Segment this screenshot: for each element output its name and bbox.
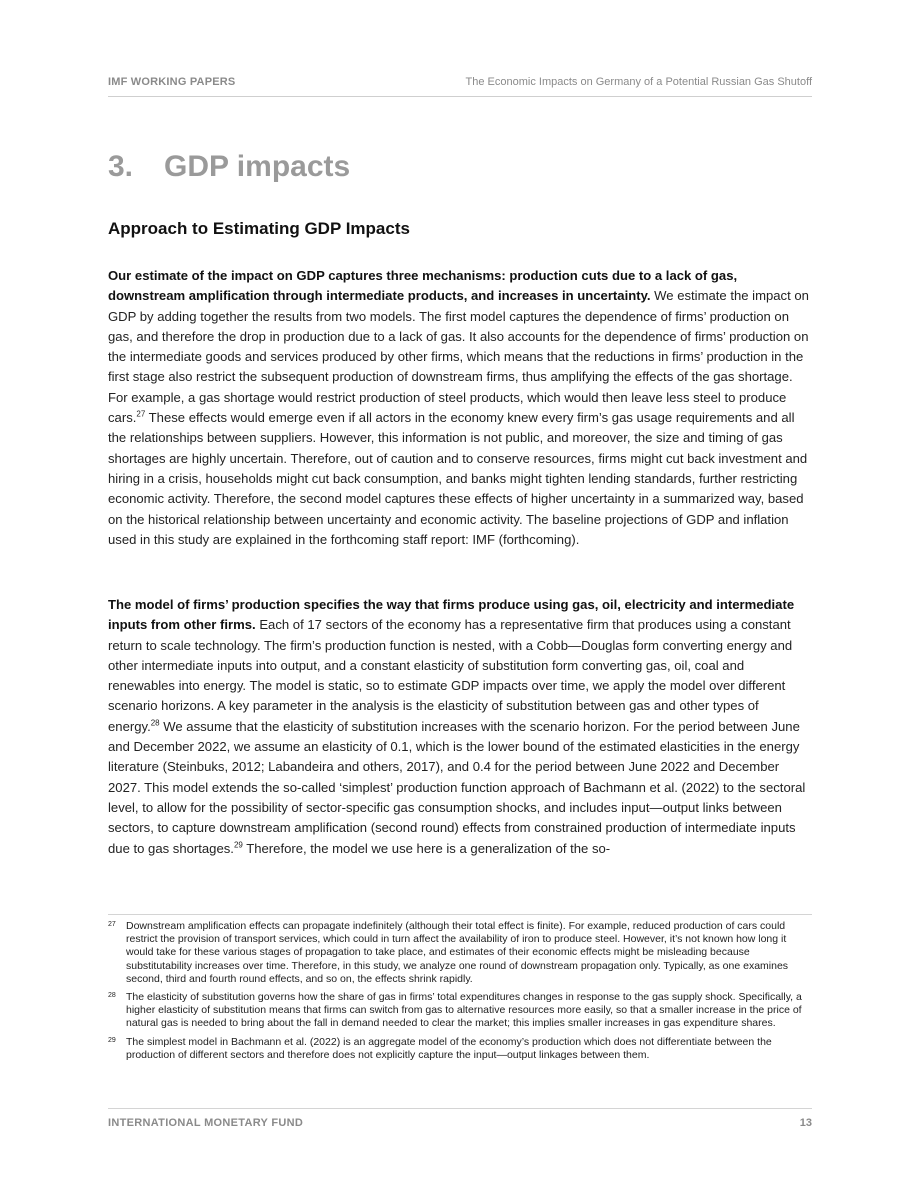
section-title-text: GDP impacts: [164, 150, 351, 183]
footer-divider: [108, 1108, 812, 1109]
body-paragraph-2: [108, 595, 812, 859]
footnote-divider: [108, 914, 812, 915]
paragraph-text: These effects would emerge even if all actors in the economy knew every firm’s gas usage requirements and all the relationships between suppliers. However, this information is not public, and moreover, the size and timing of gas shortages are highly uncertain. Therefore, out of caution and to conserve resources, firms might cut back investment and hiring in a crisis, households might cut back consumption, and banks might tighten lending standards, further restricting economic activity. Therefore, the second model captures these effects of higher uncertainty in a summarized way, based on the historical relationship between uncertainty and economic activity. The baseline projections of GDP and inflation used in this study are explained in the forthcoming staff report: IMF (forthcoming).: [108, 410, 808, 547]
footnote-number: 29: [108, 1036, 116, 1044]
footnote-29: [108, 1036, 812, 1062]
footnote-ref-28[interactable]: 28: [150, 718, 160, 728]
footnote-ref-27[interactable]: 27: [136, 409, 146, 419]
subsection-heading: Approach to Estimating GDP Impacts: [108, 219, 410, 238]
section-number: 3.: [108, 150, 134, 183]
footnote-ref-29[interactable]: 29: [233, 840, 243, 850]
footnote-text: Downstream amplification effects can propagate indefinitely (although their total effect is finite). For example, reduced production of cars could restrict the provision of transport services, which could in turn affect the availability of iron to produce steel. However, it’s not known how long it would take for these various stages of propagation to take place, and estimates of their economic effects might be misleading because substitutability increases over time. Therefore, in this study, we analyze one round of downstream propagation only. Typically, as one examines second, third and fourth round effects, and so on, the effects shrink rapidly.: [126, 920, 789, 985]
footnote-28: [108, 991, 812, 1031]
paragraph-text: Each of 17 sectors of the economy has a representative firm that produces using a constant return to scale technology. The firm’s production function is nested, with a Cobb—Douglas form converting energy and other intermediate inputs into output, and a constant elasticity of substitution form converting gas, oil, coal and renewables into energy. The model is static, so to estimate GDP impacts over time, we apply the model over different scenario horizons. A key parameter in the analysis is the elasticity of substitution between gas and other types of energy.: [108, 617, 793, 734]
footnote-27: [108, 920, 812, 986]
footnotes: [108, 920, 812, 1067]
footnote-text: The simplest model in Bachmann et al. (2022) is an aggregate model of the economy’s production which does not differentiate between the production of different sectors and therefore does not explicitly capture the input—output linkages between them.: [126, 1035, 772, 1061]
paragraph-text: We estimate the impact on GDP by adding together the results from two models. The first model captures the dependence of firms’ production on gas, and therefore the drop in production due to a lack of gas. It also accounts for the dependence of firms’ production on the intermediate goods and services produced by other firms, which means that the reductions in firms’ production in the first stage also restrict the subsequent production of downstream firms, thus amplifying the effects of the gas shortage. For example, a gas shortage would restrict production of steel products, which would then leave less steel to produce cars.: [108, 288, 809, 426]
footnote-number: 28: [108, 992, 116, 1000]
paragraph-text: We assume that the elasticity of substitution increases with the scenario horizon. For the period between June and December 2022, we assume an elasticity of 0.1, which is the lower bound of the estimated elasticities in the energy literature (Steinbuks, 2012; Labandeira and others, 2017), and 0.4 for the period between June 2022 and December 2027. This model extends the so-called ‘simplest’ production function approach of Bachmann et al. (2022) to the sectoral level, to allow for the possibility of sector-specific gas consumption shocks, and includes input—output links between sectors, to capture downstream amplification (second round) effects from constrained production of intermediate inputs due to gas shortages.: [108, 718, 806, 856]
footnote-number: 27: [108, 921, 116, 928]
page-number: 13: [799, 1117, 812, 1129]
body-paragraph-1: [108, 266, 812, 550]
section-title: [108, 150, 350, 184]
footnote-text: The elasticity of substitution governs how the share of gas in firms’ total expenditures changes in response to the gas supply shock. Specifically, a higher elasticity of substitution means that firms can switch from gas to alternative resources more easily, so that a smaller increase in the price of natural gas is needed to bring about the fall in demand needed to clear the market; this implies smaller increases in gas expenditure shares.: [126, 991, 802, 1030]
running-header-title: The Economic Impacts on Germany of a Potential Russian Gas Shutoff: [465, 76, 812, 88]
paragraph-lead: Our estimate of the impact on GDP captures three mechanisms: production cuts due to a lack of gas, downstream amplification through intermediate products, and increases in uncertainty.: [108, 268, 738, 304]
page-header: [108, 76, 812, 97]
footer-publisher: INTERNATIONAL MONETARY FUND: [108, 1117, 304, 1129]
running-header-series: IMF WORKING PAPERS: [108, 76, 236, 88]
paragraph-text: Therefore, the model we use here is a generalization of the so-: [242, 840, 611, 856]
paragraph-lead: The model of firms’ production specifies the way that firms produce using gas, oil, electricity and intermediate inputs from other firms.: [108, 597, 795, 633]
